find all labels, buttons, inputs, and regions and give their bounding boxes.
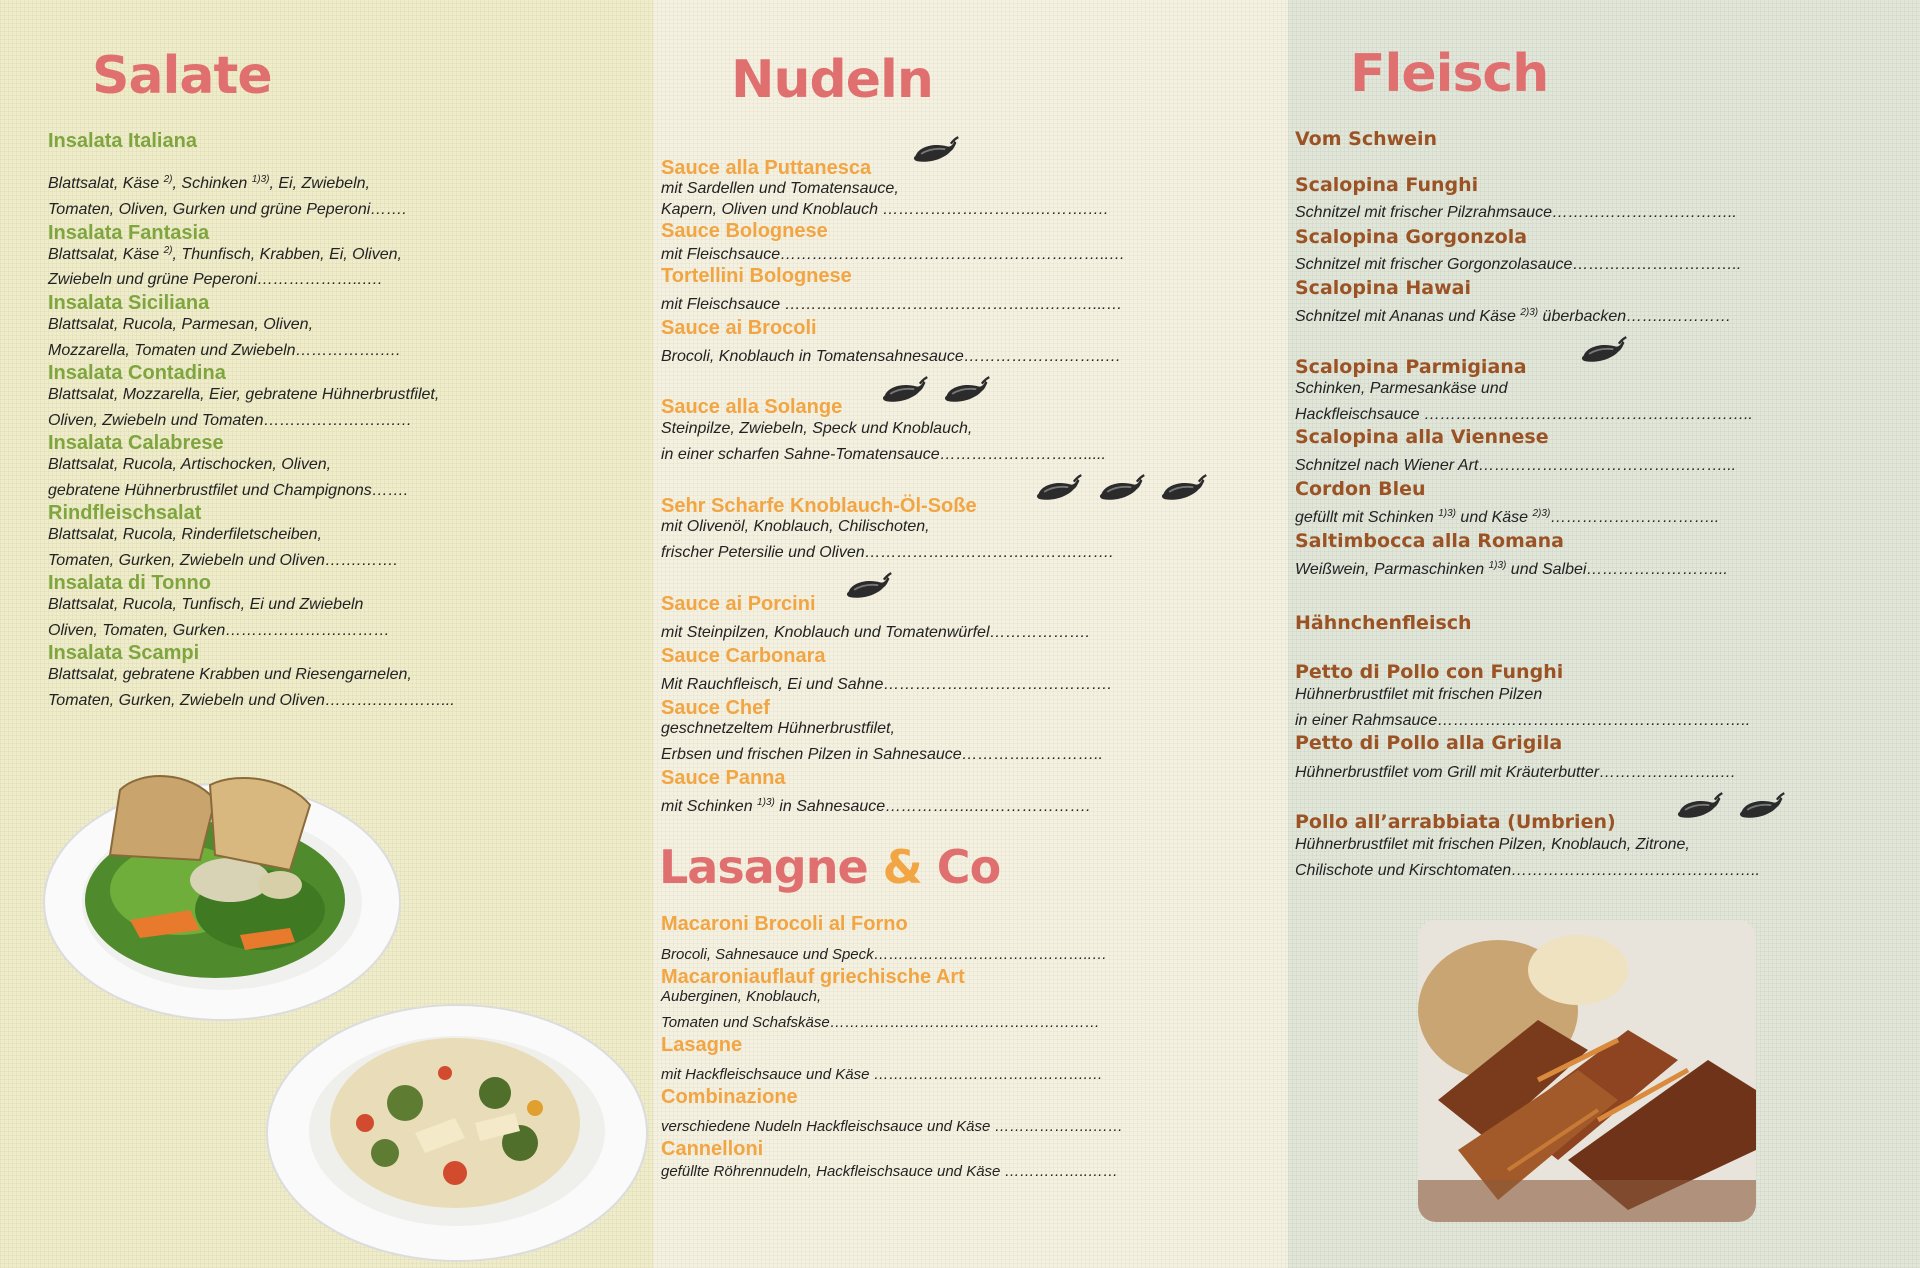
meat-item-name: Saltimbocca alla Romana bbox=[1295, 530, 1564, 552]
meat-item-name: Petto di Pollo con Funghi bbox=[1295, 661, 1564, 683]
pasta-item-name: Sauce Panna bbox=[661, 767, 786, 789]
pasta-item-name: Sauce Carbonara bbox=[661, 645, 826, 667]
salat-item-name: Insalata Scampi bbox=[48, 642, 200, 664]
pasta-item-name: Tortellini Bolognese bbox=[661, 265, 852, 287]
chili-pepper-icon bbox=[1736, 790, 1788, 826]
lasagne-title: Lasagne & Co bbox=[659, 840, 1001, 894]
pasta-bake-item-desc: verschiedene Nudeln Hackfleischsauce und Käse ………………..…… bbox=[661, 1118, 1123, 1135]
subsection-heading: Vom Schwein bbox=[1295, 128, 1438, 150]
salat-item-desc: Blattsalat, Rucola, Artischocken, Oliven, bbox=[48, 456, 332, 473]
pasta-plate-photo bbox=[265, 1003, 650, 1265]
meat-item-name: Scalopina Hawai bbox=[1295, 277, 1472, 299]
salat-item-desc: Blattsalat, gebratene Krabben und Riesengarnelen, bbox=[48, 666, 412, 683]
pasta-item-name: Sauce alla Puttanesca bbox=[661, 157, 872, 179]
chili-pepper-icon bbox=[1033, 472, 1085, 508]
meat-item-name: Scalopina Parmigiana bbox=[1295, 356, 1527, 378]
meat-item-desc: Schnitzel mit Ananas und Käse $^{2)3)}$ überbacken……..………… bbox=[1295, 307, 1732, 325]
pasta-item-desc: mit Sardellen und Tomatensauce, bbox=[661, 180, 899, 197]
meat-item-desc: Hackfleischsauce …………………………………………………….. bbox=[1295, 406, 1753, 423]
chili-pepper-icon bbox=[879, 374, 931, 410]
salat-item-name: Insalata Siciliana bbox=[48, 292, 210, 314]
meat-item-desc: in einer Rahmsauce………………………………………………….. bbox=[1295, 712, 1751, 729]
pasta-bake-item-desc: gefüllte Röhrennudeln, Hackfleischsauce und Käse ……………..…… bbox=[661, 1163, 1118, 1180]
salat-item-desc: Blattsalat, Rucola, Rinderfiletscheiben, bbox=[48, 526, 322, 543]
meat-item-name: Scalopina Funghi bbox=[1295, 174, 1479, 196]
salat-item-desc: Blattsalat, Rucola, Tunfisch, Ei und Zwiebeln bbox=[48, 596, 364, 613]
salat-item-desc: Zwiebeln und grüne Peperoni………………..…. bbox=[48, 271, 383, 288]
salat-item-desc: Blattsalat, Käse $^{2)}$, Thunfisch, Krabben, Ei, Oliven, bbox=[48, 245, 402, 263]
pasta-bake-item-desc: Tomaten und Schafskäse……………………………………………… bbox=[661, 1014, 1100, 1031]
nudeln-panel bbox=[653, 0, 1288, 1268]
pasta-item-name: Sauce Chef bbox=[661, 697, 770, 719]
meat-item-name: Scalopina alla Viennese bbox=[1295, 426, 1549, 448]
pasta-item-desc: in einer scharfen Sahne-Tomatensauce………………………..... bbox=[661, 446, 1106, 463]
salat-item-name: Insalata Contadina bbox=[48, 362, 226, 384]
salat-item-desc: Tomaten, Gurken, Zwiebeln und Oliven……….…………... bbox=[48, 692, 455, 709]
meat-item-desc: Weißwein, Parmaschinken $^{1)3)}$ und Salbei……………………... bbox=[1295, 560, 1728, 578]
meat-item-name: Scalopina Gorgonzola bbox=[1295, 226, 1528, 248]
salat-item-desc: Oliven, Zwiebeln und Tomaten…………………….… bbox=[48, 412, 412, 429]
pasta-bake-item-name: Macaroni Brocoli al Forno bbox=[661, 913, 908, 935]
meat-item-name: Cordon Bleu bbox=[1295, 478, 1426, 500]
chili-pepper-icon bbox=[1674, 790, 1726, 826]
salat-item-desc: Blattsalat, Rucola, Parmesan, Oliven, bbox=[48, 316, 314, 333]
pasta-item-name: Sauce ai Brocoli bbox=[661, 317, 817, 339]
salate-title: Salate bbox=[92, 46, 272, 106]
pasta-bake-item-name: Lasagne bbox=[661, 1034, 743, 1056]
chili-pepper-icon bbox=[1096, 472, 1148, 508]
salat-item-desc: Tomaten, Gurken, Zwiebeln und Oliven…….……. bbox=[48, 552, 398, 569]
salat-item-desc: Oliven, Tomaten, Gurken………………….……… bbox=[48, 622, 390, 639]
chili-pepper-icon bbox=[941, 374, 993, 410]
chili-pepper-icon bbox=[1158, 472, 1210, 508]
salat-item-name: Insalata Fantasia bbox=[48, 222, 210, 244]
pasta-bake-item-name: Cannelloni bbox=[661, 1138, 764, 1160]
salat-item-desc: gebratene Hühnerbrustfilet und Champignons……. bbox=[48, 482, 409, 499]
pasta-item-desc: mit Schinken $^{1)3)}$ in Sahnesauce……………..…………………. bbox=[661, 797, 1091, 815]
pasta-item-desc: Mit Rauchfleisch, Ei und Sahne……………………………………. bbox=[661, 676, 1112, 693]
subsection-heading: Hähnchenfleisch bbox=[1295, 612, 1472, 634]
salat-item-desc: Tomaten, Oliven, Gurken und grüne Peperoni……. bbox=[48, 201, 407, 218]
pasta-bake-item-desc: mit Hackfleischsauce und Käse …………………………………….… bbox=[661, 1066, 1103, 1083]
pasta-bake-item-desc: Brocoli, Sahnesauce und Speck……………………………………..… bbox=[661, 946, 1107, 963]
meat-item-desc: gefüllt mit Schinken $^{1)3)}$ und Käse $^{2)3)}$………………………….. bbox=[1295, 508, 1720, 526]
pasta-item-name: Sauce alla Solange bbox=[661, 396, 843, 418]
pasta-item-desc: mit Olivenöl, Knoblauch, Chilischoten, bbox=[661, 518, 930, 535]
salad-plate-photo bbox=[40, 760, 410, 1030]
meat-item-desc: Hühnerbrustfilet vom Grill mit Kräuterbutter…………………..… bbox=[1295, 764, 1736, 781]
pasta-item-desc: mit Steinpilzen, Knoblauch und Tomatenwürfel………………. bbox=[661, 624, 1090, 641]
salat-item-name: Insalata Italiana bbox=[48, 130, 197, 152]
ribs-photo bbox=[1418, 920, 1756, 1222]
pasta-item-desc: Brocoli, Knoblauch in Tomatensahnesauce……………….……..… bbox=[661, 348, 1122, 365]
salat-item-name: Insalata Calabrese bbox=[48, 432, 224, 454]
meat-item-name: Petto di Pollo alla Grigila bbox=[1295, 732, 1563, 754]
salat-item-desc: Blattsalat, Käse $^{2)}$, Schinken $^{1)3)}$, Ei, Zwiebeln, bbox=[48, 174, 370, 192]
salat-item-desc: Mozzarella, Tomaten und Zwiebeln…………….…. bbox=[48, 342, 401, 359]
meat-item-desc: Hühnerbrustfilet mit frischen Pilzen, Knoblauch, Zitrone, bbox=[1295, 836, 1690, 853]
pasta-item-desc: mit Fleischsauce ………………………………………….………...… bbox=[661, 296, 1123, 313]
pasta-item-name: Sauce ai Porcini bbox=[661, 593, 816, 615]
salat-item-name: Insalata di Tonno bbox=[48, 572, 211, 594]
salat-item-desc: Blattsalat, Mozzarella, Eier, gebratene Hühnerbrustfilet, bbox=[48, 386, 440, 403]
pasta-bake-item-desc: Auberginen, Knoblauch, bbox=[661, 988, 822, 1005]
meat-item-desc: Schnitzel nach Wiener Art………………………………….……... bbox=[1295, 457, 1737, 474]
pasta-item-desc: Steinpilze, Zwiebeln, Speck und Knoblauch, bbox=[661, 420, 973, 437]
pasta-bake-item-name: Macaroniauflauf griechische Art bbox=[661, 966, 965, 988]
pasta-item-name: Sehr Scharfe Knoblauch-Öl-Soße bbox=[661, 495, 977, 517]
pasta-item-desc: Erbsen und frischen Pilzen in Sahnesauce………….………….. bbox=[661, 746, 1103, 763]
fleisch-panel bbox=[1288, 0, 1920, 1268]
meat-item-name: Pollo all’arrabbiata (Umbrien) bbox=[1295, 811, 1616, 833]
salate-panel bbox=[0, 0, 653, 1268]
chili-pepper-icon bbox=[1578, 334, 1630, 370]
meat-item-desc: Chilischote und Kirschtomaten……………………………………….. bbox=[1295, 862, 1760, 879]
meat-item-desc: Hühnerbrustfilet mit frischen Pilzen bbox=[1295, 686, 1543, 703]
pasta-bake-item-name: Combinazione bbox=[661, 1086, 798, 1108]
pasta-item-desc: geschnetzeltem Hühnerbrustfilet, bbox=[661, 720, 895, 737]
pasta-item-name: Sauce Bolognese bbox=[661, 220, 828, 242]
chili-pepper-icon bbox=[843, 570, 895, 606]
meat-item-desc: Schinken, Parmesankäse und bbox=[1295, 380, 1508, 397]
nudeln-title: Nudeln bbox=[731, 50, 933, 110]
meat-item-desc: Schnitzel mit frischer Pilzrahmsauce…………………………….. bbox=[1295, 204, 1737, 221]
meat-item-desc: Schnitzel mit frischer Gorgonzolasauce………………………….. bbox=[1295, 256, 1742, 273]
chili-pepper-icon bbox=[910, 134, 962, 170]
pasta-item-desc: frischer Petersilie und Oliven………………………………….……. bbox=[661, 544, 1114, 561]
fleisch-title: Fleisch bbox=[1350, 44, 1549, 104]
pasta-item-desc: Kapern, Oliven und Knoblauch ………………………..……….…. bbox=[661, 201, 1109, 218]
salat-item-name: Rindfleischsalat bbox=[48, 502, 202, 524]
pasta-item-desc: mit Fleischsauce……………………………………………………..… bbox=[661, 246, 1126, 263]
